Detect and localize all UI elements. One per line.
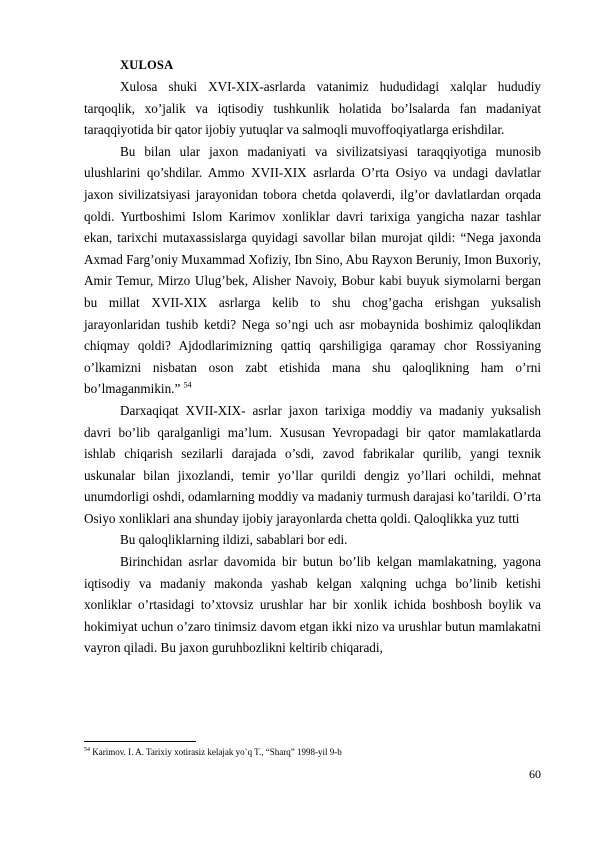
paragraph-5: Birinchidan asrlar davomida bir butun bo’lib kelgan mamlakatning, yagona iqtisodiy va madaniy makonda yashab kelgan xalqning uchga bo’linib ketishi xonliklar o’rtasidagi to’xtovsiz urushlar har bir xonlik ichida boshbosh boylik va hokimiyat uchun o’zaro tinimsiz davom etgan ikki nizo va urushlar butun mamlakatni vayron qiladi. Bu jaxon guruhbozlikni keltirib chiqaradi, xyxy=(84,554,541,656)
footnote-number: 54 xyxy=(84,747,90,753)
footnote-reference: 54 xyxy=(183,380,192,390)
page-number: 60 xyxy=(529,767,541,781)
paragraph-3: Darxaqiqat XVII-XIX- asrlar jaxon tarixiga moddiy va madaniy yuksalish davri bo’lib qaralganligi ma’lum. Xususan Yevropadagi bir qator mamlakatlarda ishlab chiqarish sezilarli darajada o’sdi, zavod fabrikalar qurilib, yangi texnik uskunalar bilan jixozlandi, temir yo’llar qurildi dengiz yo’llari ochildi, mehnat unumdorligi oshdi, odamlarning moddiy va madaniy turmush darajasi ko’tarildi. O’rta Osiyo xonliklari ana shunday ijobiy jarayonlarda chetta qoldi. Qaloqlikka yuz tutti xyxy=(84,402,541,526)
paragraph-2-text: Bu bilan ular jaxon madaniyati va sivilizatsiyasi taraqqiyotiga munosib ulushlarini qo’shdilar. Ammo XVII-XIX asrlarda O’rta Osiyo va undagi davlatlar jaxon sivilizatsiyasi jarayonidan tobora chetda qolaverdi, ilg’or davlatlardan orqada qoldi. Yurtboshimi Islom Karimov xonliklar davri tarixiga yangicha nazar tashlar ekan, tarixchi mutaxassislarga quyidagi savollar bilan murojat qildi: “Nega jaxonda Axmad Farg’oniy Muxammad Xofiziy, Ibn Sino, Abu Rayxon Beruniy, Imon Buxoriy, Amir Temur, Mirzo Ulug’bek, Alisher Navoiy, Bobur kabi buyuk siymolarni bergan bu millat XVII-XIX asrlarga kelib to shu chog’gacha erishgan yuksalish jarayonlaridan tushib ketdi? Nega so’ngi uch asr mobaynida boshimiz qaloqlikdan chiqmay qoldi? Ajdodlarimizning qattiq qarshiligiga qaramay chor Rossiyaning o’lkamizni nisbatan oson zabt etishida mana shu qaloqlikning ham o’rni bo’lmaganmikin.” xyxy=(84,143,541,397)
section-heading: XULOSA xyxy=(120,58,174,72)
paragraph-1: Xulosa shuki XVI-XIX-asrlarda vatanimiz hududidagi xalqlar hududiy tarqoqlik, xo’jalik va iqtisodiy tushkunlik holatida bo’lsalarda fan madaniyat taraqqiyotida bir qator ijobiy yutuqlar va salmoqli muvoffoqiyatlarga erishdilar. xyxy=(84,79,541,138)
footnote-divider xyxy=(84,741,196,742)
paragraph-4: Bu qaloqliklarning ildizi, sabablari bor edi. xyxy=(120,532,348,548)
main-text xyxy=(84,55,541,659)
footnote xyxy=(84,746,541,758)
footnote-text: Karimov. I. A. Tarixiy xotirasiz kelajak yo`q T., “Sharq” 1998-yil 9-b xyxy=(92,747,342,757)
paragraph-2 xyxy=(84,141,541,400)
